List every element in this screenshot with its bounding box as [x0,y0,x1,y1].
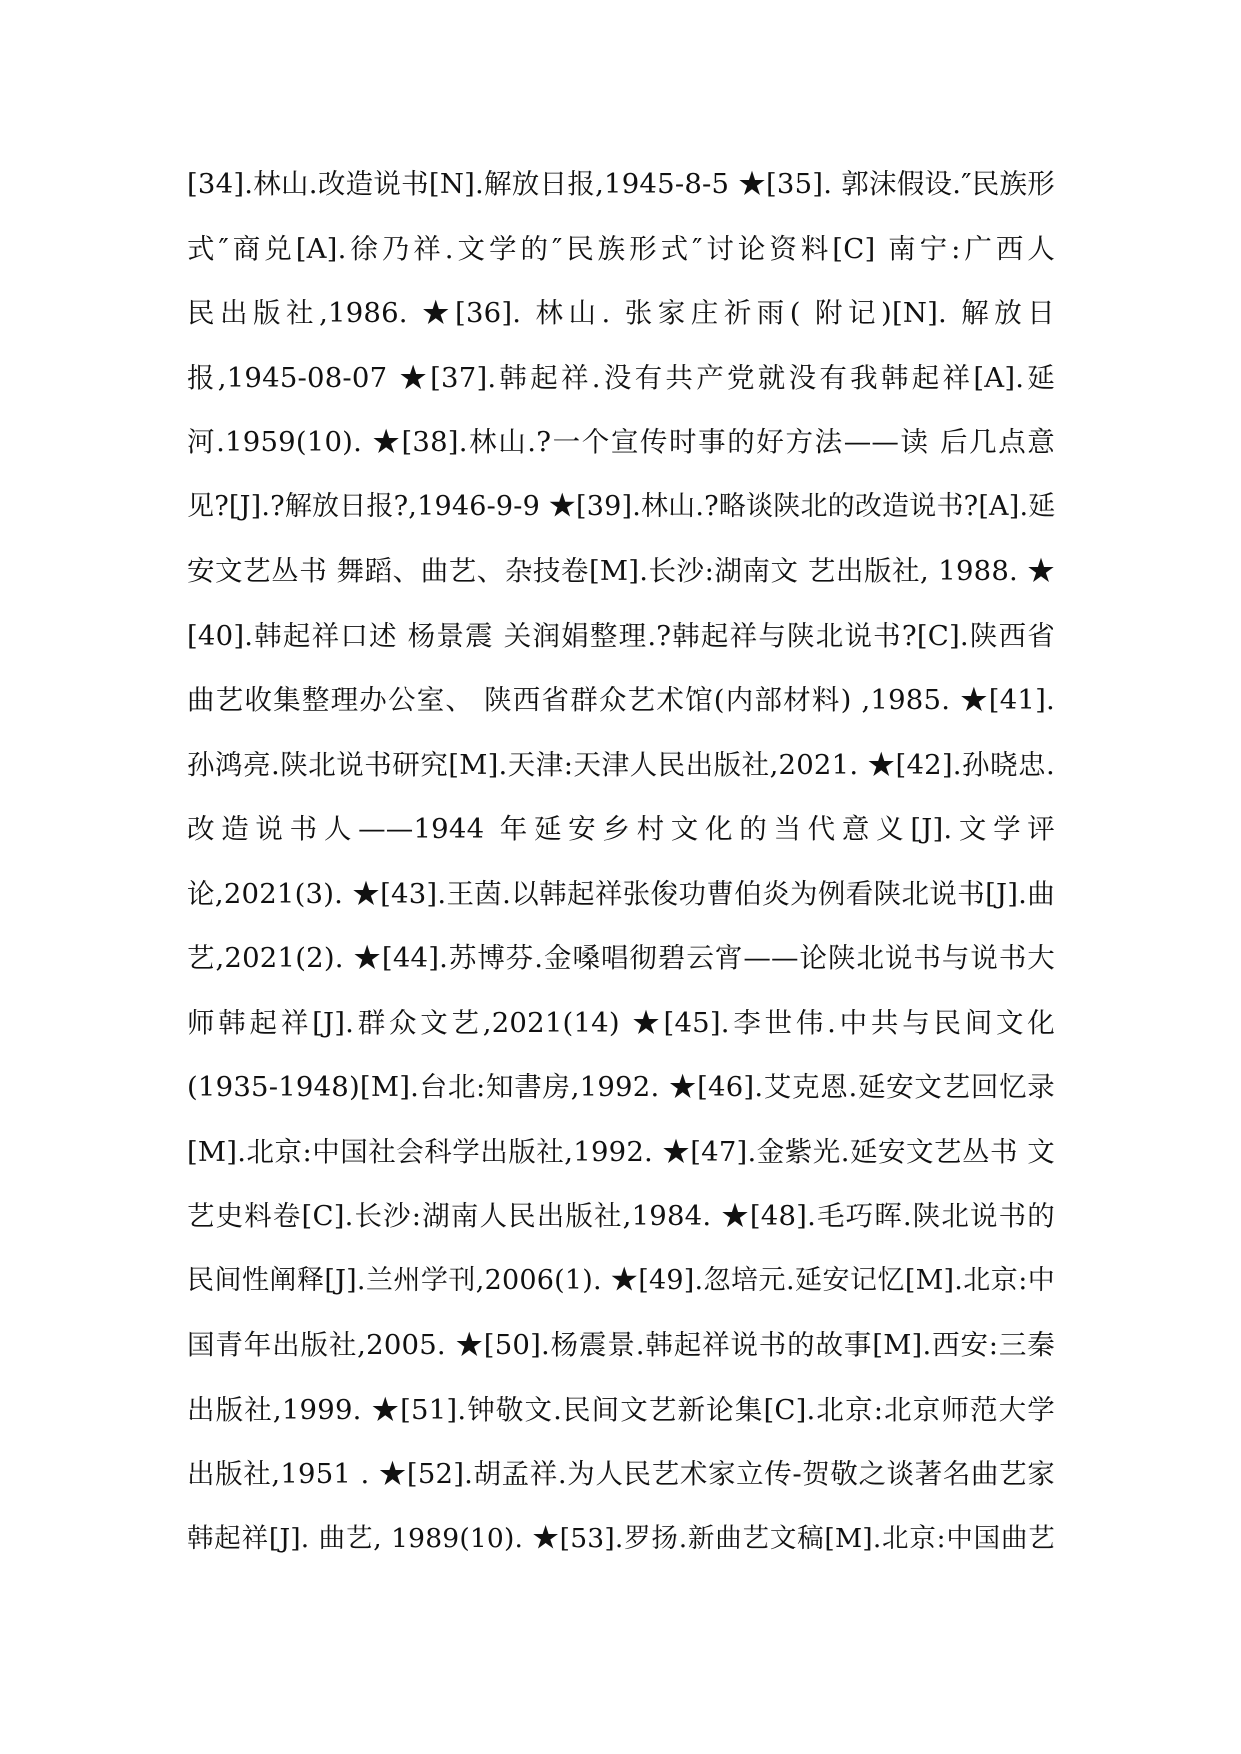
reference-line: 安文艺丛书 舞蹈、曲艺、杂技卷[M].长沙:湖南文 艺出版社, 1988. ★ [187,555,1055,587]
reference-line: 报,1945-08-07 ★[37].韩起祥.没有共产党就没有我韩起祥[A].延 [187,361,1055,394]
reference-line: 曲艺收集整理办公室、 陕西省群众艺术馆(内部材料) ,1985. ★[41]. [187,684,1055,716]
reference-line: 出版社,1951 . ★[52].胡孟祥.为人民艺术家立传-贺敬之谈著名曲艺家 [187,1458,1055,1490]
reference-line: 见?[J].?解放日报?,1946-9-9 ★[39].林山.?略谈陕北的改造说书?[A].延 [187,490,1056,522]
reference-line: 出版社,1999. ★[51].钟敬文.民间文艺新论集[C].北京:北京师范大学 [187,1393,1055,1426]
reference-line: 改造说书人——1944 年延安乡村文化的当代意义[J].文学评 [187,813,1055,845]
reference-line: 民间性阐释[J].兰州学刊,2006(1). ★[49].忽培元.延安记忆[M].北京:中 [187,1264,1055,1296]
reference-line: 式″商兑[A].徐乃祥.文学的″民族形式″讨论资料[C] 南宁:广西人 [187,232,1055,265]
reference-line: [40].韩起祥口述 杨景震 关润娟整理.?韩起祥与陕北说书?[C].陕西省 [187,619,1055,652]
reference-line: [34].林山.改造说书[N].解放日报,1945-8-5 ★[35]. 郭沫假设.″民族形 [187,168,1055,200]
reference-line: 国青年出版社,2005. ★[50].杨震景.韩起祥说书的故事[M].西安:三秦 [187,1329,1055,1361]
reference-list [187,152,1055,1571]
reference-line: 师韩起祥[J].群众文艺,2021(14) ★[45].李世伟.中共与民间文化 [187,1006,1055,1039]
reference-line: 河.1959(10). ★[38].林山.?一个宣传时事的好方法——读 后几点意 [187,426,1055,458]
reference-line: 孙鸿亮.陕北说书研究[M].天津:天津人民出版社,2021. ★[42].孙晓忠. [187,748,1055,781]
reference-line: (1935-1948)[M].台北:知書房,1992. ★[46].艾克恩.延安文艺回忆录 [187,1071,1055,1103]
reference-line: 论,2021(3). ★[43].王茵.以韩起祥张俊功曹伯炎为例看陕北说书[J].曲 [187,877,1055,910]
reference-line: [M].北京:中国社会科学出版社,1992. ★[47].金紫光.延安文艺丛书 文 [187,1135,1055,1168]
reference-line: 艺史料卷[C].长沙:湖南人民出版社,1984. ★[48].毛巧晖.陕北说书的 [187,1200,1055,1232]
reference-line: 韩起祥[J]. 曲艺, 1989(10). ★[53].罗扬.新曲艺文稿[M].北京:中国曲艺 [187,1522,1055,1554]
reference-line: 艺,2021(2). ★[44].苏博芬.金嗓唱彻碧云宵——论陕北说书与说书大 [187,942,1055,974]
reference-line: 民出版社,1986. ★[36]. 林山. 张家庄祈雨( 附记)[N]. 解放日 [187,297,1055,329]
